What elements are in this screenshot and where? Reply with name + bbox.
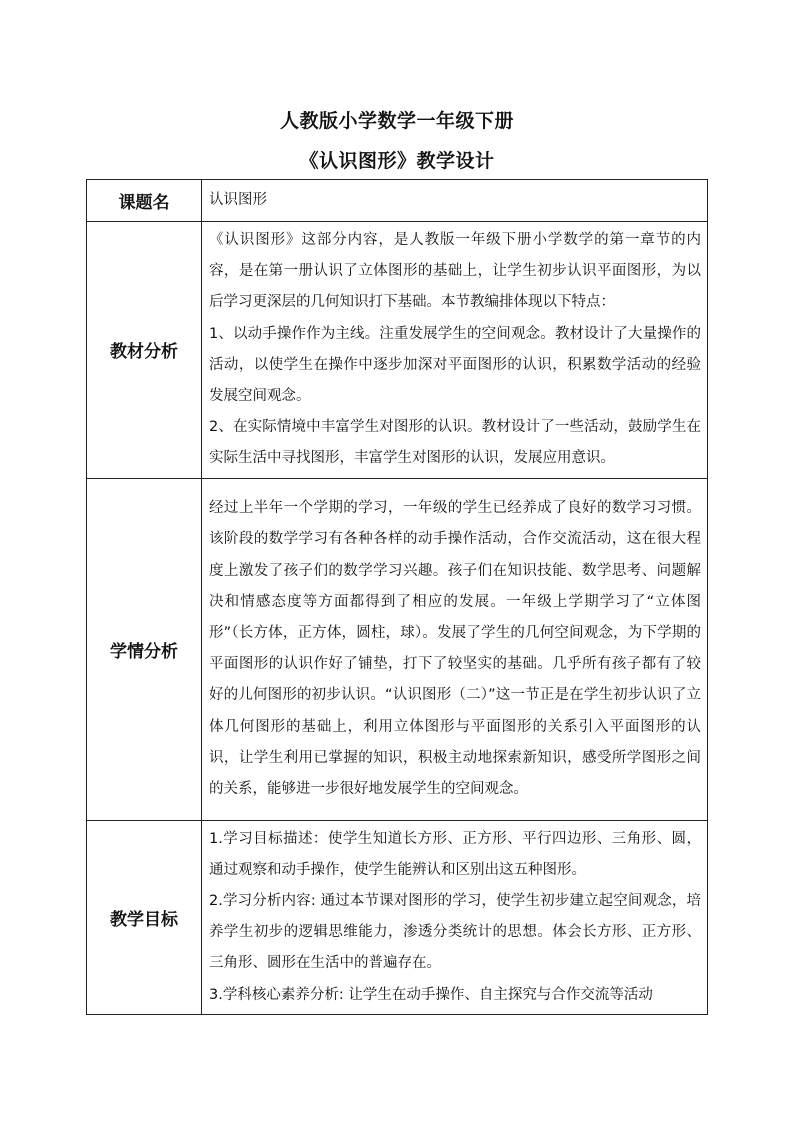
- row-content-topic: [202, 180, 708, 222]
- paragraph: 2.学习分析内容: 通过本节课对图形的学习，使学生初步建立起空间观念，培养学生初步的逻辑思维能力，渗透分类统计的思想。体会长方形、正方形、三角形、圆形在生活中的普遍存在。: [209, 893, 701, 972]
- row-content-teaching-goals: [202, 820, 708, 1014]
- lesson-plan-table: [86, 179, 708, 1015]
- paragraph: 1.学习目标描述：使学生知道长方形、正方形、平行四边形、三角形、圆，通过观察和动手操作，使学生能辨认和区别出这五种图形。: [209, 830, 701, 878]
- paragraph: 2、在实际情境中丰富学生对图形的认识。教材设计了一些活动，鼓励学生在实际生活中寻找图形，丰富学生对图形的认识，发展应用意识。: [209, 419, 701, 467]
- row-content-student-analysis: [202, 478, 708, 820]
- table-row-teaching-goals: [87, 820, 708, 1014]
- document-subtitle: 《认识图形》教学设计: [299, 150, 495, 172]
- document-title: 人教版小学数学一年级下册: [279, 110, 514, 132]
- row-label-topic: 课题名: [87, 180, 202, 222]
- row-label-student-analysis: 学情分析: [87, 478, 202, 820]
- table-row-material-analysis: [87, 222, 708, 479]
- row-label-material-analysis: 教材分析: [87, 222, 202, 479]
- row-label-teaching-goals: 教学目标: [87, 820, 202, 1014]
- paragraph: 认识图形: [209, 191, 267, 208]
- row-content-material-analysis: [202, 222, 708, 479]
- table-row-student-analysis: [87, 478, 708, 820]
- paragraph: 1、以动手操作作为主线。注重发展学生的空间观念。教材设计了大量操作的活动，以使学生在操作中逐步加深对平面图形的认识，积累数学活动的经验发展空间观念。: [209, 325, 701, 405]
- paragraph: 经过上半年一个学期的学习，一年级的学生已经养成了良好的数学习习惯。该阶段的数学学习有各种各样的动手操作活动，合作交流活动，这在很大程度上激发了孩子们的数学学习兴趣。孩子们在知识技能、数学思考、问题解决和情感态度等方面都得到了相应的发展。一年级上学期学习了“立体图形”（长方体，正方体，圆柱，球）。发展了学生的几何空间观念，为下学期的平面图形的认识作好了铺垫，打下了较坚实的基础。几乎所有孩子都有了较好的儿何图形的初步认识。“认识图形（二）”这一节正是在学生初步认识了立体几何图形的基础上，利用立体图形与平面图形的关系引入平面图形的认识，让学生利用已掌握的知识，积极主动地探索新知识，感受所学图形之间的关系，能够进一步很好地发展学生的空间观念。: [209, 500, 701, 797]
- paragraph: 3.学科核心素养分析: 让学生在动手操作、自主探究与合作交流等活动: [209, 986, 653, 1003]
- table-row-topic: [87, 180, 708, 222]
- paragraph: 《认识图形》这部分内容，是人教版一年级下册小学数学的第一章节的内容，是在第一册认识了立体图形的基础上，让学生初步认识平面图形，为以后学习更深层的几何知识打下基础。本节教编排体现以下特点：: [209, 232, 701, 311]
